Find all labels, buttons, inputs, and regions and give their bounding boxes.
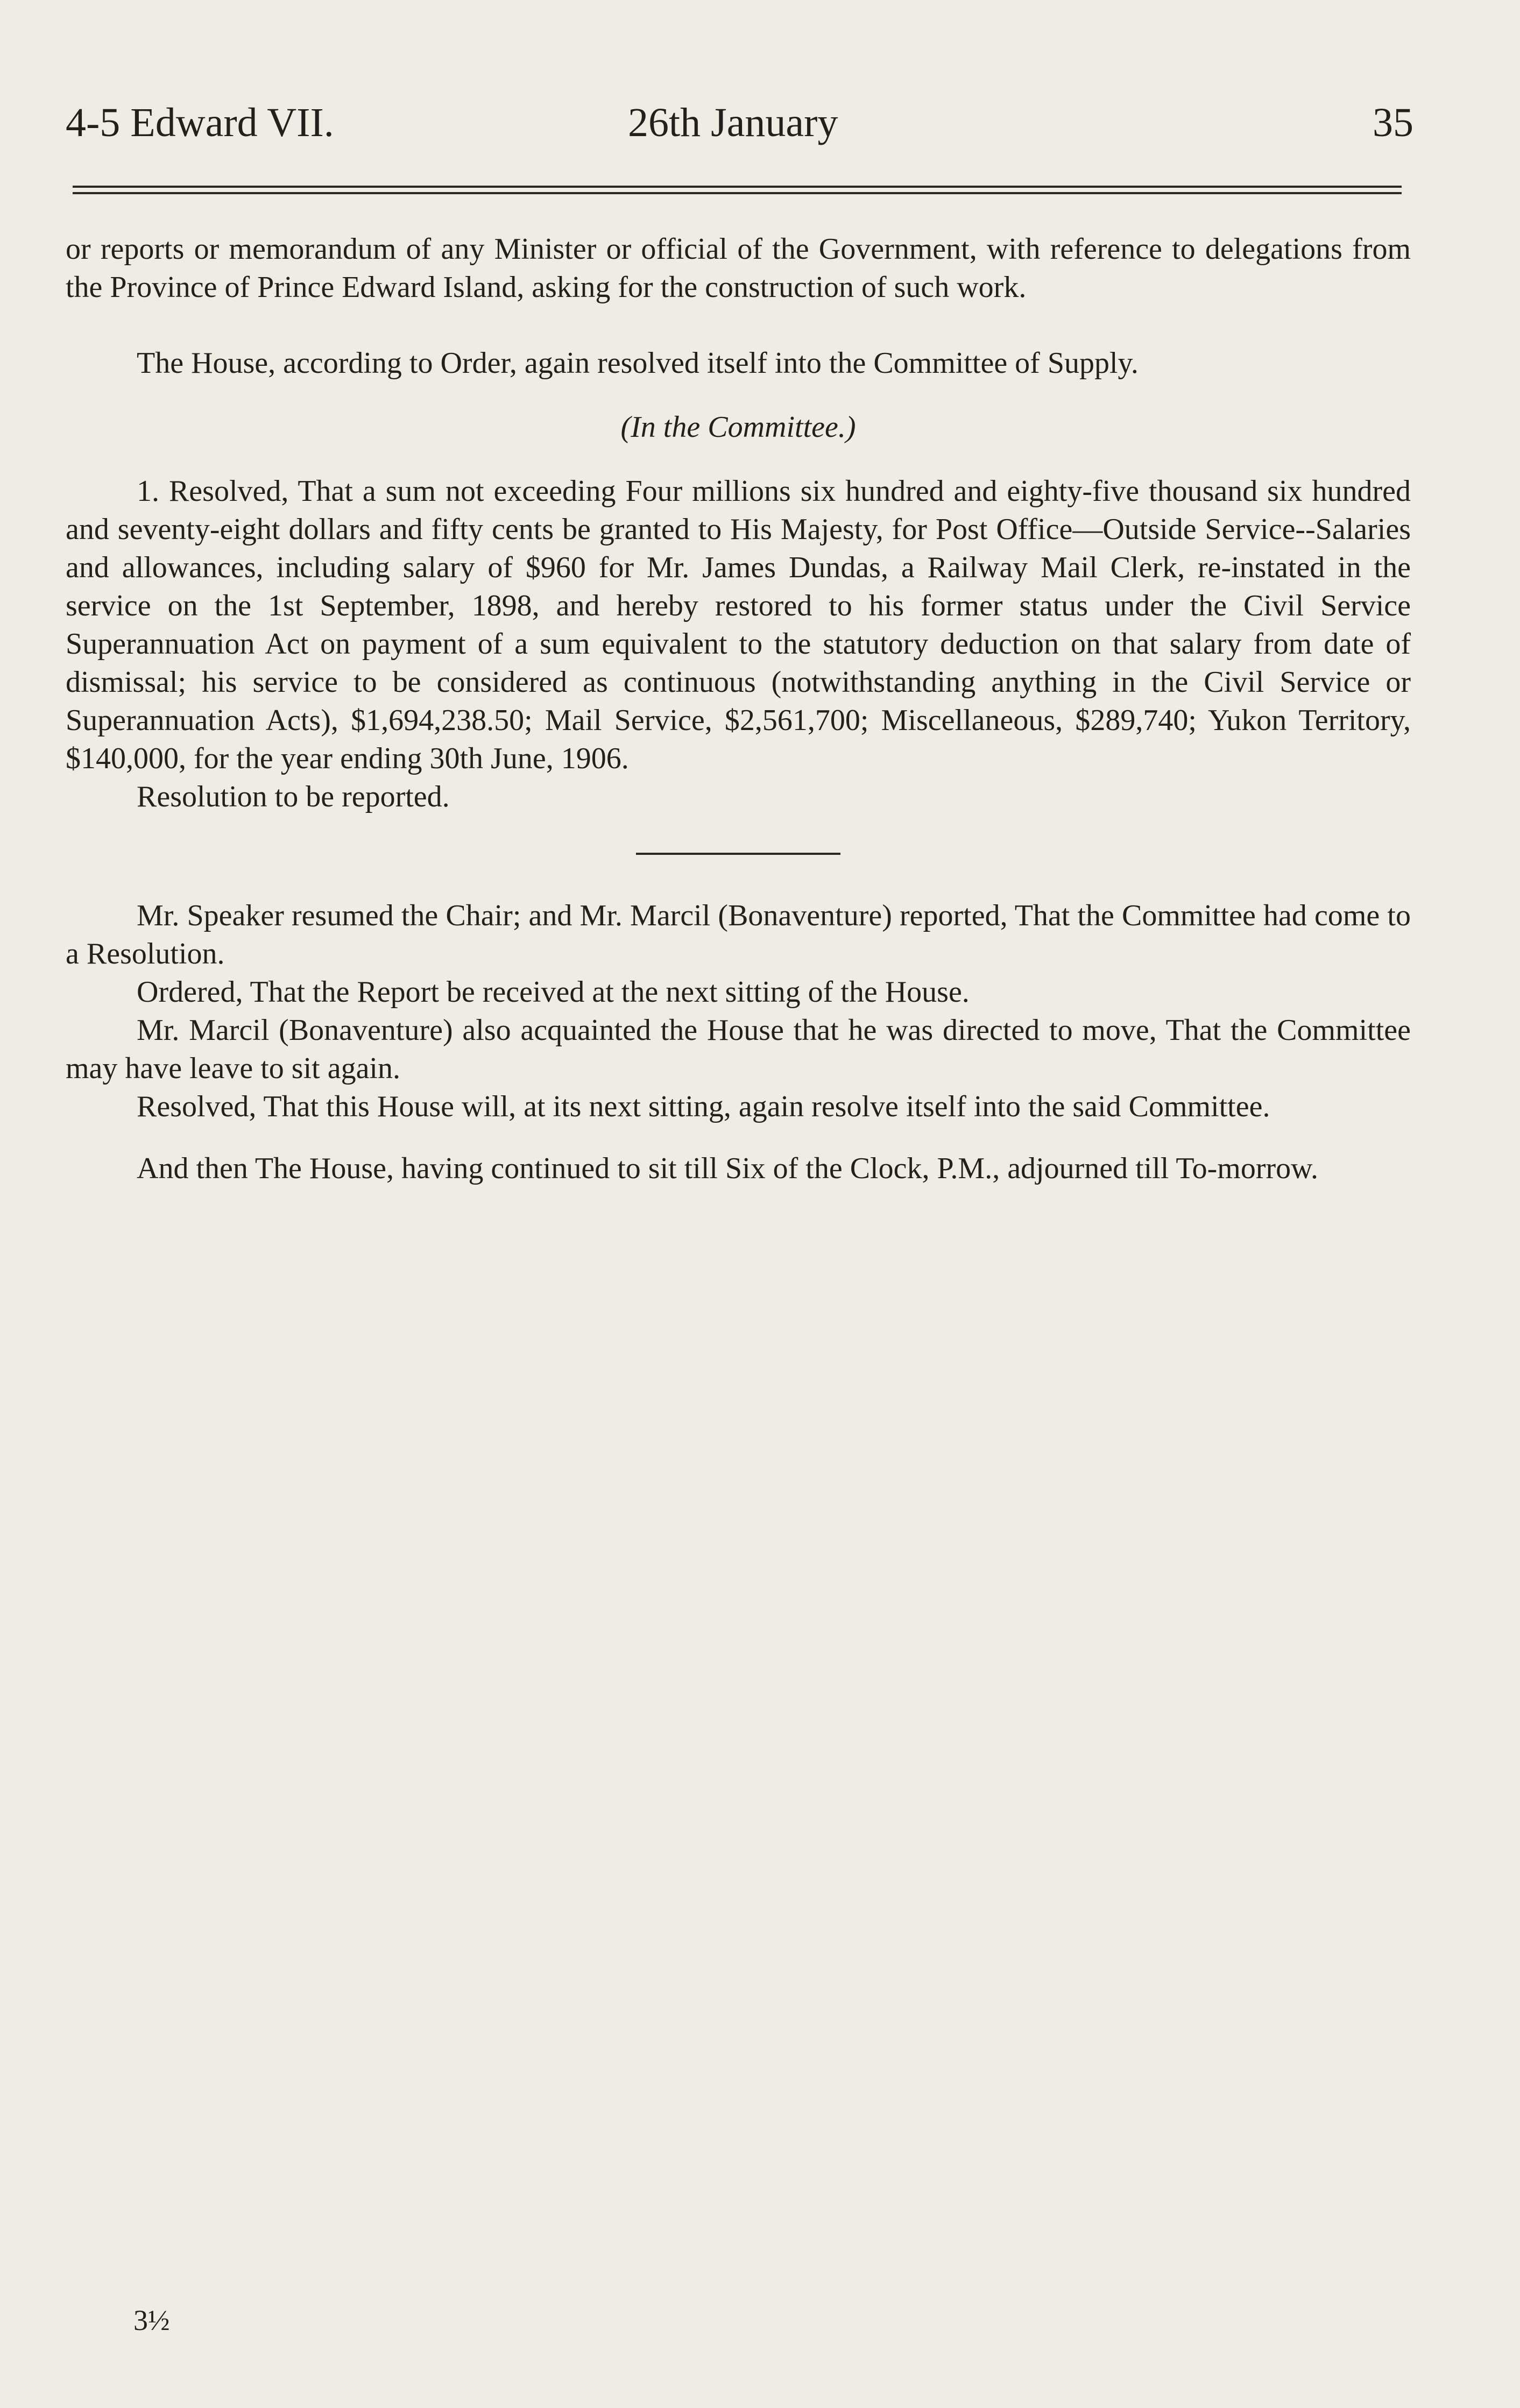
resolution-paragraph: 1. Resolved, That a sum not exceeding Four millions six hundred and eighty-five thousand six hundred and seventy-eight dollars and fifty cents be granted to His Majesty, for Post Office—Outside Service--Salaries and allowances, including salary of $960 for Mr. James Dundas, a Railway Mail Clerk, re-instated in the service on the 1st September, 1898, and hereby restored to his former status under the Civil Service Superannuation Act on payment of a sum equivalent to the statutory deduction on that salary from date of dismissal; his service to be considered as continuous (notwithstanding anything in the Civil Service or Superannuation Acts), $1,694,238.50; Mail Service, $2,561,700; Miscellaneous, $289,740; Yukon Territory, $140,000, for the year ending 30th June, 1906. — [66, 474, 1411, 775]
committee-heading: (In the Committee.) — [620, 410, 856, 444]
continuation-paragraph: or reports or memorandum of any Minister or official of the Government, with reference to delegations from the Province of Prince Edward Island, asking for the construction of such work. — [66, 232, 1411, 304]
section-divider — [636, 853, 840, 855]
adjournment-paragraph: And then The House, having continued to sit till Six of the Clock, P.M., adjourned till To-morrow. — [137, 1152, 1318, 1185]
speaker-resumed-paragraph: Mr. Speaker resumed the Chair; and Mr. Marcil (Bonaventure) reported, That the Committee had come to a Resolution. — [66, 899, 1411, 971]
sitting-date: 26th January — [628, 100, 838, 145]
ordered-paragraph: Ordered, That the Report be received at the next sitting of the House. — [137, 975, 970, 1009]
header-rule-top — [73, 186, 1402, 188]
journal-body — [66, 230, 1411, 1188]
page-number: 35 — [1373, 100, 1413, 145]
acquainted-paragraph: Mr. Marcil (Bonaventure) also acquainted the House that he was directed to move, That the Committee may have leave to sit again. — [66, 1014, 1411, 1085]
signature-mark: 3½ — [133, 2304, 170, 2336]
resolution-reported-paragraph: Resolution to be reported. — [137, 780, 450, 813]
regnal-year: 4-5 Edward VII. — [66, 100, 334, 145]
header-rule-bottom — [73, 192, 1402, 194]
house-resolved-paragraph: The House, according to Order, again resolved itself into the Committee of Supply. — [137, 346, 1139, 380]
running-header — [66, 96, 1413, 150]
header-double-rule — [73, 186, 1402, 195]
resolved-sitting-paragraph: Resolved, That this House will, at its next sitting, again resolve itself into the said Committee. — [137, 1090, 1270, 1123]
